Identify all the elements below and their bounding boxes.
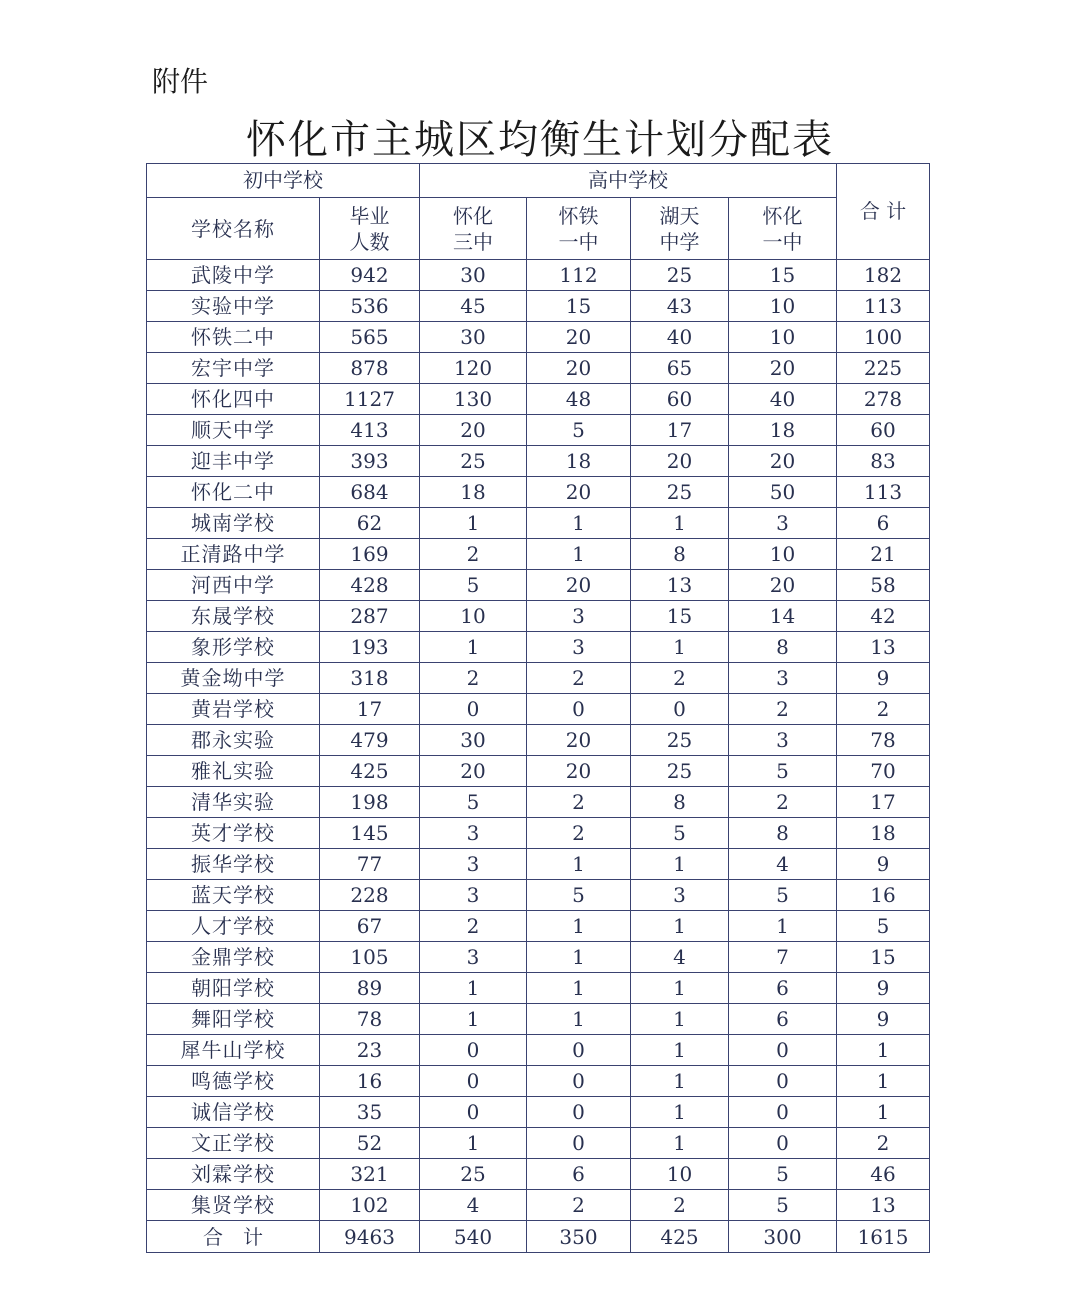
hutian-middle-cell: 1: [631, 973, 729, 1004]
school-name-cell: 顺天中学: [147, 415, 320, 446]
huaitie-no1-cell: 48: [527, 384, 631, 415]
huaihua-no1-cell: 2: [729, 694, 837, 725]
huaihua-no1-cell: 8: [729, 632, 837, 663]
graduates-cell: 77: [320, 849, 420, 880]
huaihua-no1-cell: 0: [729, 1097, 837, 1128]
huaihua-no3-cell: 0: [420, 1066, 527, 1097]
school-name-cell: 英才学校: [147, 818, 320, 849]
table-row: [147, 322, 930, 353]
header-row-groups: [147, 164, 930, 198]
total-total: 1615: [837, 1221, 930, 1253]
huaihua-no1-cell: 10: [729, 539, 837, 570]
table-row: [147, 787, 930, 818]
huaitie-no1-cell: 1: [527, 508, 631, 539]
huaihua-no1-cell: 20: [729, 446, 837, 477]
table-row: [147, 570, 930, 601]
huaihua-no3-cell: 30: [420, 725, 527, 756]
graduates-cell: 565: [320, 322, 420, 353]
huaitie-no1-cell: 1: [527, 849, 631, 880]
huaitie-no1-cell: 1: [527, 1004, 631, 1035]
school-name-cell: 犀牛山学校: [147, 1035, 320, 1066]
huaihua-no1-cell: 10: [729, 322, 837, 353]
table-row: [147, 1097, 930, 1128]
huaihua-no3-cell: 1: [420, 1004, 527, 1035]
hutian-middle-cell: 40: [631, 322, 729, 353]
huaihua-no3-cell: 45: [420, 291, 527, 322]
huaihua-no3-cell: 20: [420, 756, 527, 787]
hutian-middle-cell: 1: [631, 1004, 729, 1035]
graduates-cell: 89: [320, 973, 420, 1004]
huaitie-no1-cell: 112: [527, 260, 631, 291]
huaihua-no3-cell: 3: [420, 942, 527, 973]
hutian-middle-cell: 8: [631, 539, 729, 570]
huaihua-no1-cell: 4: [729, 849, 837, 880]
huaihua-no1-cell: 3: [729, 508, 837, 539]
huaitie-no1-cell: 2: [527, 1190, 631, 1221]
table-row: [147, 601, 930, 632]
hutian-middle-cell: 13: [631, 570, 729, 601]
huaihua-no3-cell: 10: [420, 601, 527, 632]
graduates-cell: 169: [320, 539, 420, 570]
huaihua-no1-header: 怀化 一中: [729, 198, 837, 260]
graduates-cell: 193: [320, 632, 420, 663]
hutian-middle-cell: 0: [631, 694, 729, 725]
huaihua-no1-cell: 2: [729, 787, 837, 818]
huaihua-no1-cell: 6: [729, 1004, 837, 1035]
huaihua-no3-total: 540: [420, 1221, 527, 1253]
attachment-label: 附件: [152, 65, 209, 98]
huaihua-no3-cell: 0: [420, 694, 527, 725]
huaitie-no1-cell: 2: [527, 818, 631, 849]
total-cell: 60: [837, 415, 930, 446]
huaihua-no3-cell: 3: [420, 849, 527, 880]
graduates-cell: 35: [320, 1097, 420, 1128]
huaitie-no1-cell: 1: [527, 973, 631, 1004]
table-row: [147, 756, 930, 787]
huaihua-no1-cell: 40: [729, 384, 837, 415]
huaitie-no1-total: 350: [527, 1221, 631, 1253]
table-row: [147, 911, 930, 942]
table-row: [147, 725, 930, 756]
total-cell: 15: [837, 942, 930, 973]
huaihua-no3-cell: 0: [420, 1035, 527, 1066]
huaihua-no1-cell: 1: [729, 911, 837, 942]
table-row: [147, 508, 930, 539]
school-name-cell: 文正学校: [147, 1128, 320, 1159]
school-name-cell: 怀化四中: [147, 384, 320, 415]
huaitie-no1-cell: 20: [527, 353, 631, 384]
hutian-middle-cell: 25: [631, 477, 729, 508]
total-cell: 70: [837, 756, 930, 787]
total-cell: 182: [837, 260, 930, 291]
huaihua-no1-cell: 20: [729, 353, 837, 384]
total-cell: 13: [837, 1190, 930, 1221]
total-cell: 100: [837, 322, 930, 353]
hutian-middle-cell: 1: [631, 1128, 729, 1159]
graduates-cell: 67: [320, 911, 420, 942]
header-row-columns: [147, 198, 930, 260]
hutian-middle-cell: 25: [631, 260, 729, 291]
total-cell: 18: [837, 818, 930, 849]
graduates-cell: 23: [320, 1035, 420, 1066]
hutian-middle-cell: 8: [631, 787, 729, 818]
hutian-middle-cell: 1: [631, 1097, 729, 1128]
table-row: [147, 1004, 930, 1035]
school-name-cell: 雅礼实验: [147, 756, 320, 787]
total-cell: 46: [837, 1159, 930, 1190]
graduates-cell: 393: [320, 446, 420, 477]
hutian-middle-cell: 17: [631, 415, 729, 446]
total-cell: 21: [837, 539, 930, 570]
total-cell: 9: [837, 663, 930, 694]
huaitie-no1-cell: 6: [527, 1159, 631, 1190]
graduates-cell: 16: [320, 1066, 420, 1097]
school-name-cell: 诚信学校: [147, 1097, 320, 1128]
graduates-cell: 78: [320, 1004, 420, 1035]
total-cell: 278: [837, 384, 930, 415]
school-name-cell: 蓝天学校: [147, 880, 320, 911]
school-name-cell: 朝阳学校: [147, 973, 320, 1004]
hutian-middle-cell: 60: [631, 384, 729, 415]
graduates-cell: 321: [320, 1159, 420, 1190]
total-cell: 1: [837, 1066, 930, 1097]
hutian-middle-cell: 65: [631, 353, 729, 384]
graduates-header: 毕业 人数: [320, 198, 420, 260]
table-row: [147, 384, 930, 415]
huaihua-no1-cell: 0: [729, 1066, 837, 1097]
huaihua-no1-cell: 14: [729, 601, 837, 632]
school-name-cell: 郡永实验: [147, 725, 320, 756]
school-name-cell: 迎丰中学: [147, 446, 320, 477]
graduates-cell: 425: [320, 756, 420, 787]
table-row: [147, 818, 930, 849]
huaitie-no1-cell: 20: [527, 725, 631, 756]
huaihua-no1-cell: 5: [729, 880, 837, 911]
table-row: [147, 353, 930, 384]
huaihua-no3-cell: 20: [420, 415, 527, 446]
huaitie-no1-cell: 0: [527, 694, 631, 725]
huaihua-no3-cell: 3: [420, 880, 527, 911]
hutian-middle-cell: 1: [631, 1035, 729, 1066]
table-row: [147, 291, 930, 322]
huaihua-no1-cell: 3: [729, 725, 837, 756]
senior-school-group-header: 高中学校: [420, 164, 837, 198]
school-name-cell: 刘霖学校: [147, 1159, 320, 1190]
huaihua-no1-cell: 7: [729, 942, 837, 973]
school-name-cell: 振华学校: [147, 849, 320, 880]
total-cell: 58: [837, 570, 930, 601]
huaitie-no1-cell: 0: [527, 1035, 631, 1066]
huaihua-no3-cell: 25: [420, 446, 527, 477]
hutian-middle-cell: 2: [631, 1190, 729, 1221]
huaitie-no1-cell: 15: [527, 291, 631, 322]
huaihua-no3-cell: 1: [420, 973, 527, 1004]
hutian-middle-cell: 1: [631, 632, 729, 663]
graduates-cell: 942: [320, 260, 420, 291]
school-name-cell: 武陵中学: [147, 260, 320, 291]
total-cell: 2: [837, 694, 930, 725]
huaitie-no1-cell: 1: [527, 539, 631, 570]
huaihua-no1-cell: 10: [729, 291, 837, 322]
school-name-cell: 鸣德学校: [147, 1066, 320, 1097]
graduates-cell: 62: [320, 508, 420, 539]
graduates-cell: 17: [320, 694, 420, 725]
huaihua-no3-header: 怀化 三中: [420, 198, 527, 260]
huaihua-no1-cell: 0: [729, 1128, 837, 1159]
huaitie-no1-cell: 0: [527, 1097, 631, 1128]
school-name-cell: 清华实验: [147, 787, 320, 818]
hutian-middle-cell: 43: [631, 291, 729, 322]
table-row: [147, 477, 930, 508]
hutian-middle-cell: 25: [631, 725, 729, 756]
huaitie-no1-cell: 1: [527, 942, 631, 973]
graduates-cell: 52: [320, 1128, 420, 1159]
total-cell: 1: [837, 1035, 930, 1066]
huaihua-no3-cell: 5: [420, 570, 527, 601]
huaihua-no1-cell: 3: [729, 663, 837, 694]
huaihua-no3-cell: 18: [420, 477, 527, 508]
huaihua-no3-cell: 1: [420, 632, 527, 663]
allocation-table: [146, 163, 930, 1253]
school-name-cell: 东晟学校: [147, 601, 320, 632]
hutian-middle-cell: 1: [631, 508, 729, 539]
graduates-total: 9463: [320, 1221, 420, 1253]
school-name-cell: 怀铁二中: [147, 322, 320, 353]
total-cell: 113: [837, 477, 930, 508]
total-cell: 9: [837, 849, 930, 880]
huaihua-no3-cell: 4: [420, 1190, 527, 1221]
hutian-middle-cell: 1: [631, 849, 729, 880]
hutian-middle-header: 湖天 中学: [631, 198, 729, 260]
graduates-cell: 479: [320, 725, 420, 756]
total-cell: 225: [837, 353, 930, 384]
hutian-middle-cell: 1: [631, 1066, 729, 1097]
graduates-cell: 198: [320, 787, 420, 818]
huaihua-no3-cell: 120: [420, 353, 527, 384]
school-name-cell: 怀化二中: [147, 477, 320, 508]
school-name-cell: 河西中学: [147, 570, 320, 601]
huaihua-no3-cell: 25: [420, 1159, 527, 1190]
total-cell: 17: [837, 787, 930, 818]
page-title: 怀化市主城区均衡生计划分配表: [246, 117, 834, 163]
huaihua-no3-cell: 1: [420, 1128, 527, 1159]
hutian-middle-cell: 3: [631, 880, 729, 911]
hutian-middle-cell: 15: [631, 601, 729, 632]
total-cell: 42: [837, 601, 930, 632]
huaitie-no1-header: 怀铁 一中: [527, 198, 631, 260]
table-row: [147, 1128, 930, 1159]
hutian-middle-cell: 5: [631, 818, 729, 849]
table-row: [147, 973, 930, 1004]
huaihua-no3-cell: 30: [420, 260, 527, 291]
school-name-cell: 黄金坳中学: [147, 663, 320, 694]
huaitie-no1-cell: 18: [527, 446, 631, 477]
school-name-cell: 人才学校: [147, 911, 320, 942]
graduates-cell: 413: [320, 415, 420, 446]
table-row: [147, 849, 930, 880]
huaihua-no1-cell: 6: [729, 973, 837, 1004]
total-column-header: 合 计: [837, 164, 930, 260]
total-cell: 1: [837, 1097, 930, 1128]
school-name-cell: 宏宇中学: [147, 353, 320, 384]
huaihua-no1-cell: 18: [729, 415, 837, 446]
total-cell: 6: [837, 508, 930, 539]
school-name-cell: 象形学校: [147, 632, 320, 663]
total-cell: 2: [837, 1128, 930, 1159]
graduates-cell: 105: [320, 942, 420, 973]
huaihua-no3-cell: 0: [420, 1097, 527, 1128]
graduates-cell: 428: [320, 570, 420, 601]
graduates-cell: 228: [320, 880, 420, 911]
huaihua-no1-cell: 5: [729, 756, 837, 787]
total-cell: 9: [837, 1004, 930, 1035]
table-row: [147, 539, 930, 570]
table-row: [147, 446, 930, 477]
graduates-cell: 536: [320, 291, 420, 322]
table-row: [147, 942, 930, 973]
huaihua-no1-cell: 5: [729, 1190, 837, 1221]
hutian-middle-cell: 2: [631, 663, 729, 694]
huaihua-no1-cell: 0: [729, 1035, 837, 1066]
huaihua-no1-cell: 5: [729, 1159, 837, 1190]
graduates-cell: 287: [320, 601, 420, 632]
graduates-cell: 684: [320, 477, 420, 508]
total-row: [147, 1221, 930, 1253]
table-row: [147, 1159, 930, 1190]
graduates-cell: 1127: [320, 384, 420, 415]
huaitie-no1-cell: 2: [527, 787, 631, 818]
huaitie-no1-cell: 3: [527, 601, 631, 632]
total-cell: 78: [837, 725, 930, 756]
huaihua-no3-cell: 3: [420, 818, 527, 849]
table-row: [147, 694, 930, 725]
huaitie-no1-cell: 20: [527, 570, 631, 601]
table-row: [147, 260, 930, 291]
huaitie-no1-cell: 3: [527, 632, 631, 663]
total-cell: 113: [837, 291, 930, 322]
hutian-middle-cell: 25: [631, 756, 729, 787]
huaihua-no3-cell: 1: [420, 508, 527, 539]
total-cell: 13: [837, 632, 930, 663]
table-row: [147, 1035, 930, 1066]
hutian-middle-cell: 1: [631, 911, 729, 942]
huaitie-no1-cell: 0: [527, 1128, 631, 1159]
huaihua-no3-cell: 2: [420, 911, 527, 942]
school-name-cell: 正清路中学: [147, 539, 320, 570]
huaihua-no1-total: 300: [729, 1221, 837, 1253]
huaitie-no1-cell: 2: [527, 663, 631, 694]
total-cell: 9: [837, 973, 930, 1004]
huaitie-no1-cell: 5: [527, 880, 631, 911]
huaitie-no1-cell: 20: [527, 756, 631, 787]
huaitie-no1-cell: 5: [527, 415, 631, 446]
total-cell: 5: [837, 911, 930, 942]
school-name-cell: 实验中学: [147, 291, 320, 322]
huaihua-no3-cell: 2: [420, 539, 527, 570]
table-row: [147, 1066, 930, 1097]
huaihua-no3-cell: 2: [420, 663, 527, 694]
hutian-middle-cell: 4: [631, 942, 729, 973]
school-name-cell: 舞阳学校: [147, 1004, 320, 1035]
hutian-middle-total: 425: [631, 1221, 729, 1253]
huaihua-no3-cell: 5: [420, 787, 527, 818]
huaihua-no1-cell: 8: [729, 818, 837, 849]
school-name-header: 学校名称: [147, 198, 320, 260]
school-name-cell: 集贤学校: [147, 1190, 320, 1221]
huaitie-no1-cell: 20: [527, 322, 631, 353]
hutian-middle-cell: 20: [631, 446, 729, 477]
graduates-cell: 102: [320, 1190, 420, 1221]
school-name-cell: 黄岩学校: [147, 694, 320, 725]
table-row: [147, 663, 930, 694]
total-cell: 83: [837, 446, 930, 477]
table-row: [147, 880, 930, 911]
graduates-cell: 318: [320, 663, 420, 694]
graduates-cell: 145: [320, 818, 420, 849]
huaihua-no1-cell: 15: [729, 260, 837, 291]
huaitie-no1-cell: 1: [527, 911, 631, 942]
hutian-middle-cell: 10: [631, 1159, 729, 1190]
total-label: 合 计: [147, 1221, 320, 1253]
school-name-cell: 城南学校: [147, 508, 320, 539]
junior-school-group-header: 初中学校: [147, 164, 420, 198]
huaihua-no1-cell: 20: [729, 570, 837, 601]
huaitie-no1-cell: 20: [527, 477, 631, 508]
graduates-cell: 878: [320, 353, 420, 384]
huaitie-no1-cell: 0: [527, 1066, 631, 1097]
huaihua-no1-cell: 50: [729, 477, 837, 508]
huaihua-no3-cell: 30: [420, 322, 527, 353]
table-row: [147, 1190, 930, 1221]
school-name-cell: 金鼎学校: [147, 942, 320, 973]
table-row: [147, 632, 930, 663]
total-cell: 16: [837, 880, 930, 911]
huaihua-no3-cell: 130: [420, 384, 527, 415]
table-row: [147, 415, 930, 446]
